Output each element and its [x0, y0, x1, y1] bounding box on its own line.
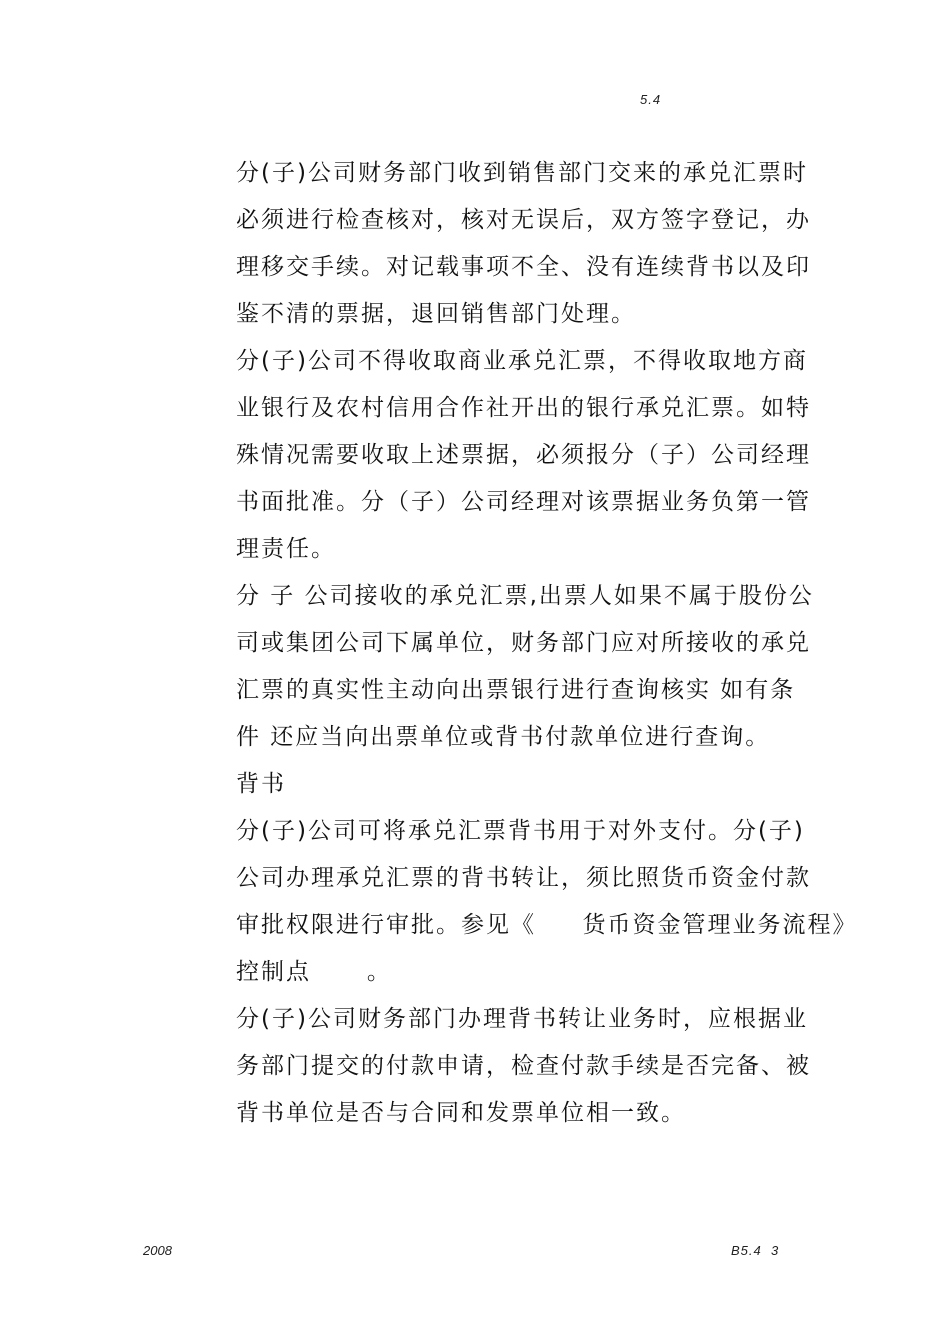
- text-line: 司或集团公司下属单位，财务部门应对所接收的承兑: [236, 630, 811, 656]
- text-line: 业银行及农村信用合作社开出的银行承兑汇票。如特: [236, 395, 811, 421]
- body-text: [236, 150, 858, 1137]
- text-line: 分(子)公司财务部门收到销售部门交来的承兑汇票时: [236, 160, 808, 186]
- text-line: 分(子)公司财务部门办理背书转让业务时，应根据业: [236, 1006, 808, 1032]
- footer-page-ref: B5.4 3: [731, 1243, 780, 1258]
- text-line: 分(子)公司可将承兑汇票背书用于对外支付。分(子): [236, 818, 805, 844]
- section-heading: 背书: [236, 771, 286, 797]
- text-line: 汇票的真实性主动向出票银行进行查询核实 如有条: [236, 677, 796, 703]
- text-line: 件 还应当向出票单位或背书付款单位进行查询。: [236, 724, 771, 750]
- text-line: 审批权限进行审批。参见《 货币资金管理业务流程》: [236, 912, 858, 938]
- text-line: 背书单位是否与合同和发票单位相一致。: [236, 1100, 686, 1126]
- text-line: 鉴不清的票据，退回销售部门处理。: [236, 301, 636, 327]
- text-line: 务部门提交的付款申请，检查付款手续是否完备、被: [236, 1053, 811, 1079]
- text-line: 理责任。: [236, 536, 336, 562]
- footer-year: 2008: [143, 1243, 172, 1258]
- text-line: 分 子 公司接收的承兑汇票,出票人如果不属于股份公: [236, 583, 814, 609]
- text-line: 分(子)公司不得收取商业承兑汇票，不得收取地方商: [236, 348, 808, 374]
- text-line: 殊情况需要收取上述票据，必须报分（子）公司经理: [236, 442, 811, 468]
- text-line: 理移交手续。对记载事项不全、没有连续背书以及印: [236, 254, 811, 280]
- text-line: 书面批准。分（子）公司经理对该票据业务负第一管: [236, 489, 811, 515]
- text-line: 必须进行检查核对，核对无误后，双方签字登记，办: [236, 207, 811, 233]
- text-line: 控制点 。: [236, 959, 392, 985]
- header-section-ref: 5.4: [640, 92, 662, 107]
- text-line: 公司办理承兑汇票的背书转让，须比照货币资金付款: [236, 865, 811, 891]
